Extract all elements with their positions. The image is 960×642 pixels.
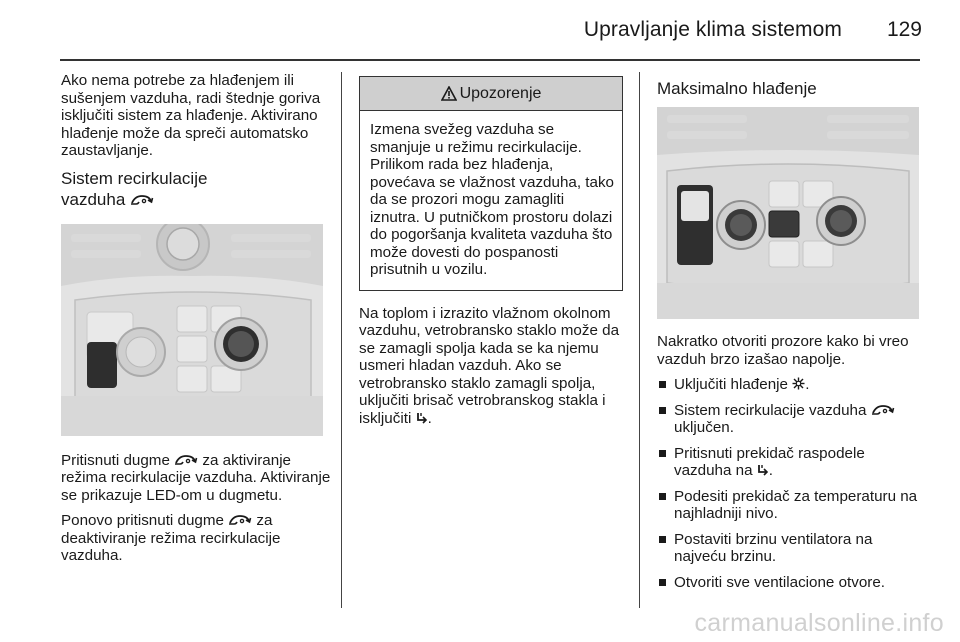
warning-header <box>360 77 622 111</box>
watermark: carmanualsonline.info <box>694 609 944 637</box>
column-right <box>657 72 921 599</box>
max-cooling-intro: Nakratko otvoriti prozore kako bi vreo vazduh brzo izašao napolje. <box>657 333 909 368</box>
list-item: Otvoriti sve ventilacione otvore. <box>657 574 921 592</box>
column-left <box>61 72 331 573</box>
photo-climate-panel-max-cooling <box>657 107 919 319</box>
recirculation-icon <box>130 194 154 206</box>
max-cooling-steps <box>657 376 921 591</box>
list-item: Postaviti brzinu ventilatora na najveću brzinu. <box>657 531 921 566</box>
airflow-down-icon <box>416 412 428 424</box>
intro-paragraph: Ako nema potrebe za hlađenjem ili sušenjem vazduha, radi štednje goriva isključiti sistem za hlađenje. Aktivirano hlađenje može da spreči automatsko zaustavljanje. <box>61 72 321 159</box>
section-heading-recirculation: Sistem recirkulacije vazduha <box>61 168 208 209</box>
page-title: Upravljanje klima sistemom <box>583 18 842 41</box>
recirc-activate-paragraph: Pritisnuti dugme za aktiviranje režima recirkulacije vazduha. Aktiviranje se prikazuje LED-om u dugmetu. <box>61 451 331 504</box>
section-heading-max-cooling: Maksimalno hlađenje <box>657 79 817 98</box>
page-header <box>0 0 960 58</box>
warning-box <box>359 76 623 291</box>
recirculation-icon <box>174 454 198 466</box>
warning-triangle-icon <box>441 86 457 101</box>
list-item: Podesiti prekidač za temperaturu na najhladniji nivo. <box>657 488 921 523</box>
column-divider <box>341 72 342 608</box>
warning-title: Upozorenje <box>459 84 542 102</box>
photo-climate-panel-recirc-button <box>61 224 323 436</box>
recirculation-icon <box>871 404 895 416</box>
recirculation-icon <box>228 514 252 526</box>
list-item: Sistem recirkulacije vazduha uključen. <box>657 402 921 437</box>
recirc-deactivate-paragraph: Ponovo pritisnuti dugme za deaktiviranje režima recirkulacije vazduha. <box>61 512 281 564</box>
page-number: 129 <box>886 18 922 41</box>
column-divider <box>639 72 640 608</box>
list-item: Uključiti hlađenje . <box>657 376 921 394</box>
warning-text: Izmena svežeg vazduha se smanjuje u režimu recirkulacije. Prilikom rada bez hlađenja, povećava se vlažnost vazduha, tako da se prozori mogu zamagliti iznutra. U putničkom prostoru dolazi do pogoršanja kvaliteta vazduha što može dovesti do pospanosti prisutnih u vozilu. <box>370 121 614 278</box>
column-middle <box>359 72 627 435</box>
list-item: Pritisnuti prekidač raspodele vazduha na . <box>657 445 921 480</box>
header-rule <box>60 59 920 61</box>
snowflake-icon <box>792 377 805 390</box>
airflow-down-icon <box>757 464 769 476</box>
fogging-paragraph: Na toplom i izrazito vlažnom okolnom vazduhu, vetrobransko staklo može da se zamagli spolja kada se ka njemu usmeri hladan vazduh. Ako se vetrobransko staklo zamagli spolja, uključiti brisač vetrobranskog stakla i isključiti . <box>359 304 620 427</box>
